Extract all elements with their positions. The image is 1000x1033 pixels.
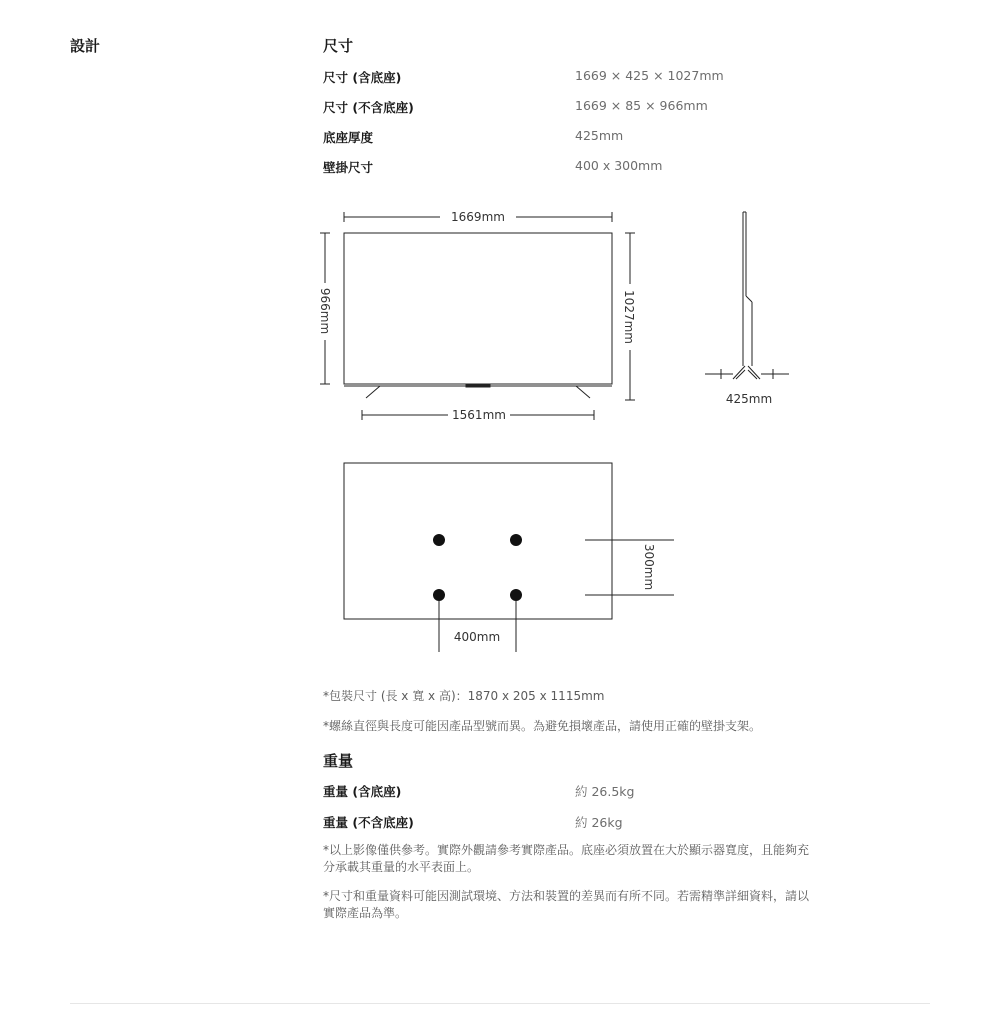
horizontal-spacing-label: 400mm — [453, 630, 501, 644]
depth-label: 425mm — [725, 392, 773, 406]
spec-value-without-stand: 1669 × 85 × 966mm — [575, 98, 708, 113]
mount-hole — [433, 534, 445, 546]
spec-label-without-stand: 尺寸 (不含底座) — [323, 100, 414, 115]
width-label: 1669mm — [451, 210, 505, 224]
note-screw-warning: *螺絲直徑與長度可能因產品型號而異。為避免損壞產品，請使用正確的壁掛支架。 — [323, 719, 762, 733]
vertical-spacing-label: 300mm — [642, 543, 656, 591]
tv-front-diagram — [300, 195, 660, 435]
stand-span-label: 1561mm — [452, 408, 506, 422]
section-label: 設計 — [70, 37, 101, 55]
tv-back-outline — [344, 463, 612, 619]
bottom-divider — [70, 1003, 930, 1004]
dimensions-heading: 尺寸 — [323, 37, 354, 55]
note-package-size: *包裝尺寸 (長 x 寬 x 高)：1870 x 205 x 1115mm — [323, 689, 605, 703]
spec-value-wall-mount: 400 x 300mm — [575, 158, 663, 173]
mount-hole — [433, 589, 445, 601]
spec-value-with-stand: 1669 × 425 × 1027mm — [575, 68, 724, 83]
tv-side-diagram — [695, 205, 795, 410]
wall-mount-diagram — [335, 455, 685, 655]
spec-label-with-stand: 尺寸 (含底座) — [323, 70, 402, 85]
height-with-stand-label: 1027mm — [622, 290, 636, 344]
weight-label-without-stand: 重量 (不含底座) — [323, 815, 414, 830]
mount-hole — [510, 589, 522, 601]
height-label: 966mm — [318, 287, 332, 335]
note-image-reference: *以上影像僅供參考。實際外觀請參考實際產品。底座必須放置在大於顯示器寬度，且能夠充分承載其重量的水平表面上。 — [323, 843, 810, 874]
spec-label-stand-depth: 底座厚度 — [323, 130, 374, 145]
weight-value-without-stand: 約 26kg — [575, 815, 623, 830]
spec-label-wall-mount: 壁掛尺寸 — [323, 160, 374, 175]
mount-hole — [510, 534, 522, 546]
weight-label-with-stand: 重量 (含底座) — [323, 784, 402, 799]
tv-screen-outline — [344, 233, 612, 384]
spec-value-stand-depth: 425mm — [575, 128, 624, 143]
weight-value-with-stand: 約 26.5kg — [575, 784, 635, 799]
weight-heading: 重量 — [323, 752, 354, 770]
note-data-variance: *尺寸和重量資料可能因測試環境、方法和裝置的差異而有所不同。若需精準詳細資料，請以實際產品為準。 — [323, 889, 810, 920]
